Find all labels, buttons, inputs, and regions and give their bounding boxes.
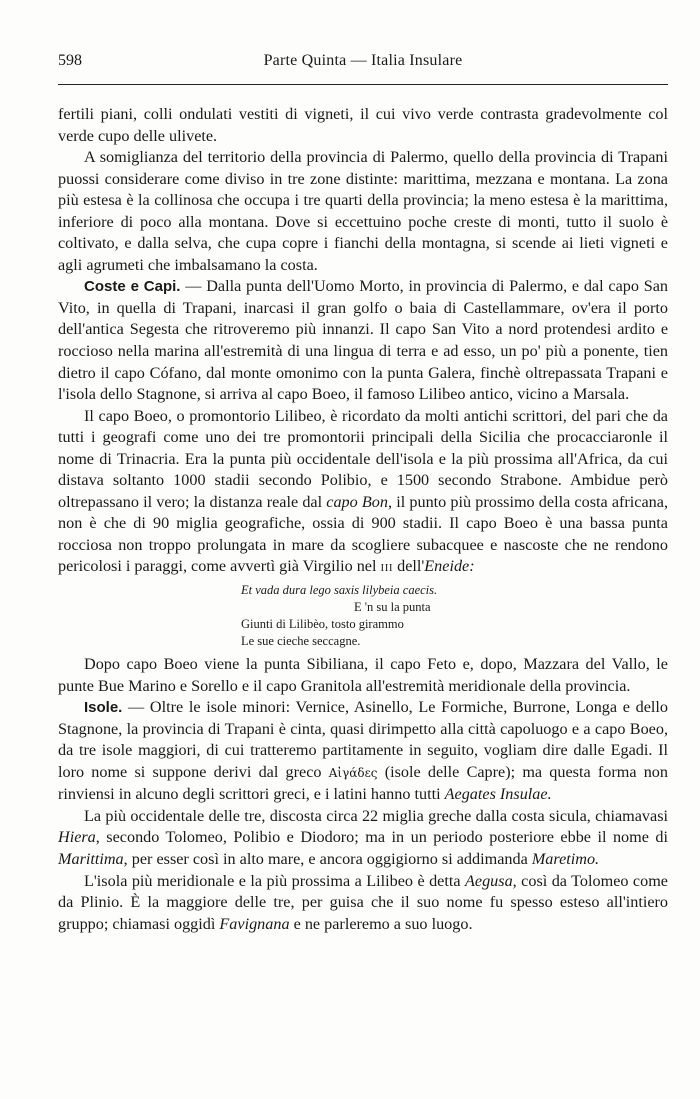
text-run: (isole delle Capre); ma questa forma non rinviensi in alcuno degli scrittori greci, e i latini hanno tutti: [58, 762, 668, 804]
text-run: A somiglianza del territorio della provincia di Palermo, quello della provincia di Trapani puossi considerare come diviso in tre zone distinte: marittima, mezzana e montana. La zona più estesa è la collinosa che occupa i tre quarti della provincia; la meno estesa è la marittima, inferiore di poco alla montana. Dove si eccettuino poche creste di monti, tutto il suolo è coltivato, e dalla selva, che cupa copre i fianchi della montagna, si scende ai lieti vigneti e agli agrumeti che imbalsamano la costa.: [58, 148, 668, 274]
italic-text: Marittima: [58, 849, 124, 868]
greek-text: Αἰγάδες: [328, 765, 378, 780]
italic-text: Maretimo.: [531, 849, 600, 868]
paragraph: [58, 276, 668, 405]
text-run: III: [380, 562, 394, 575]
section-lead: Isole.: [84, 699, 123, 717]
page-header: [58, 52, 668, 70]
text-run: dell': [393, 557, 425, 576]
header-rule: [58, 84, 668, 85]
text-run: e ne parleremo a suo luogo.: [289, 914, 473, 933]
text-run: La più occidentale delle tre, discosta circa 22 miglia greche dalla costa sicula, chiamavasi: [84, 806, 668, 825]
paragraph: [58, 871, 668, 936]
verse-line: Giunti di Lilibèo, tosto girammo: [241, 617, 404, 632]
italic-text: capo Bon: [326, 492, 388, 511]
text-run: — Dalla punta dell'Uomo Morto, in provincia di Palermo, e dal capo San Vito, in quella di Trapani, inarcasi il gran golfo o baia di Castellammare, ov'era il porto dell'antica Segesta che ritroveremo più innanzi. Il capo San Vito a nord protendesi ardito e roccioso nella marina all'estremità di una lingua di terra e ad esso, un po' più a ponente, tien dietro il capo Cófano, dal monte omonimo con la punta Galera, finchè oltrepassata Trapani e l'isola dello Stagnone, si arriva al capo Boeo, il famoso Lilibeo antico, vicino a Marsala.: [58, 277, 669, 404]
italic-text: Aegates Insulae.: [444, 785, 552, 804]
italic-text: Aegusa: [465, 871, 513, 890]
italic-text: Hiera: [58, 828, 96, 847]
body-text: [58, 104, 668, 935]
section-lead: Coste e Capi.: [84, 278, 181, 296]
italic-text: Favignana: [219, 914, 290, 933]
text-run: Il capo Boeo, o promontorio Lilibeo, è ricordato da molti antichi scrittori, del pari che da tutti i geografi come uno dei tre promontorii principali della Sicilia che procacciaronle il nome di Trinacria. Era la punta più occidentale dell'isola e la più prossima all'Africa, da cui distava soltanto 1000 stadii secondo Polibio, e 1500 secondo Strabone. Ambidue però oltrepassano il vero; la distanza reale dal: [58, 406, 668, 511]
paragraph: [58, 806, 668, 871]
verse-quotation: [241, 582, 668, 650]
italic-text: Eneide:: [424, 557, 475, 576]
paragraph: [58, 697, 668, 806]
verse-line-latin: Et vada dura lego saxis lilybeia caecis.: [241, 583, 438, 598]
text-run: L'isola più meridionale e la più prossima a Lilibeo è detta: [84, 871, 466, 890]
text-run: , secondo Tolomeo, Polibio e Diodoro; ma in un periodo posteriore ebbe il nome di: [95, 828, 668, 847]
text-run: , il punto più prossimo della costa africana, non è che di 90 miglia geografiche, ossia di 900 stadii. Il capo Boeo è una bassa punta rocciosa non troppo prolungata in mare da scogliere subacquee e nascoste che ne rendono pericolosi i paraggi, come avvertì già Virgilio nel: [58, 492, 669, 576]
text-run: — Oltre le isole minori: Vernice, Asinello, Le Formiche, Burrone, Longa e dello Stagnone, la provincia di Trapani è cinta, quasi dirimpetto alla città capoluogo e a capo Boeo, da tre isole maggiori, di cui tratteremo partitamente in seguito, vogliam dire dalle Egadi. Il loro nome si suppone derivi dal greco: [58, 698, 668, 781]
text-run: fertili piani, colli ondulati vestiti di vigneti, il cui vivo verde contrasta gradevolmente col verde cupo delle ulivete.: [58, 105, 668, 145]
page-number: 598: [58, 52, 82, 69]
text-run: , per esser così in alto mare, e ancora oggigiorno si addimanda: [123, 849, 532, 868]
paragraph: [58, 147, 668, 276]
verse-line: Le sue cieche seccagne.: [241, 634, 361, 649]
text-run: Dopo capo Boeo viene la punta Sibiliana, il capo Feto e, dopo, Mazzara del Vallo, le punte Bue Marino e Sorello e il capo Granitola all'estremità meridionale della provincia.: [58, 655, 668, 695]
paragraph: [58, 104, 668, 147]
paragraph: [58, 406, 668, 580]
verse-line: E 'n su la punta: [354, 600, 431, 615]
text-run: , così da Tolomeo come da Plinio. È la maggiore delle tre, per guisa che il suo nome fu spesso esteso all'intiero gruppo; chiamasi oggidì: [58, 871, 668, 933]
running-title: Parte Quinta — Italia Insulare: [263, 52, 463, 69]
paragraph: [58, 654, 668, 697]
